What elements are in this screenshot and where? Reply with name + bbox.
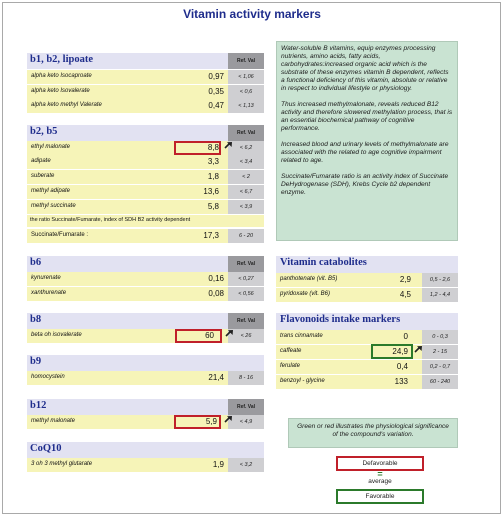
reference-value: 6 - 20 [228,229,264,243]
compound-value: 133 [394,377,408,386]
reference-value: 8 - 16 [228,371,264,385]
section-title: b2, b5 [30,126,58,137]
section-header [27,355,264,371]
section-flavonoids [276,313,458,393]
reference-value: < 3,4 [228,155,264,169]
reference-value: < 3,2 [228,458,264,472]
compound-name: benzoyl - glycine [280,378,325,384]
compound-name: kynurenate [31,275,61,281]
reference-value: < 0,6 [228,85,264,99]
ref-header: Ref. Val [228,313,264,329]
reference-value: < 1,13 [228,99,264,113]
compound-name: alpha keto methyl Valerate [31,102,102,108]
section-header [27,399,264,415]
legend-favorable: Favorable [336,489,424,504]
section-header [27,256,264,272]
reference-value: < 0,27 [228,272,264,286]
table-row [27,99,264,113]
compound-value: 60 [205,331,214,340]
compound-name: trans cinnamate [280,333,323,339]
compound-value: 5,9 [205,417,217,426]
section-title: b1, b2, lipoate [30,54,94,65]
table-row [27,371,264,385]
compound-value: 0,16 [208,274,224,283]
defavorable-marker [174,141,221,155]
compound-value: 0 [403,332,408,341]
compound-value: 8,8 [207,143,219,152]
ref-header: Ref. Val [228,399,264,415]
section-b12 [27,399,264,431]
info-paragraph: Increased blood and urinary levels of methylmalonate are associated with the related to age cognitive impairment related to age. [281,141,449,164]
compound-value: 0,97 [208,72,224,81]
table-row [27,85,264,99]
section-header [27,442,264,458]
compound-name: ethyl malonate [31,144,71,150]
reference-value: < 1,06 [228,70,264,84]
compound-value: 1,9 [212,460,224,469]
compound-name: methyl adipate [31,188,71,194]
compound-value: 13,6 [203,187,219,196]
compound-name: suberate [31,173,55,179]
compound-value: 17,3 [203,231,219,240]
defavorable-marker [175,329,222,343]
ratio-note: the ratio Succinate/Fumarate, index of SDH B2 activity dependent [27,215,264,227]
section-header [27,313,264,329]
defavorable-marker [174,415,221,429]
legend-defavorable: Defavorable [336,456,424,471]
section-coq10 [27,442,264,474]
table-row [276,288,458,302]
legend-average: average [368,478,392,485]
section-title: Vitamin catabolites [280,257,367,268]
section-title: Flavonoids intake markers [280,314,401,325]
reference-value: < 26 [228,329,264,343]
reference-value: 0,5 - 2,6 [422,273,458,287]
section-b9 [27,355,264,387]
compound-name: beta oh isovalerate [31,332,82,338]
info-paragraph: Succinate/Fumarate ratio is an activity index of Succinate DeHydrogenase (SDH), Krebs Cycle b2 dependent enzyme. [281,173,449,196]
compound-value: 21,4 [208,373,224,382]
table-row [27,229,264,243]
section-title: b12 [30,400,47,411]
trend-up-arrow-icon [224,415,233,423]
compound-value: 3,3 [207,157,219,166]
compound-value: 0,08 [208,289,224,298]
compound-name: alpha keto Isovalerate [31,88,90,94]
compound-value: 0,4 [396,362,408,371]
ref-header: Ref. Val [228,256,264,272]
compound-name: adipate [31,158,51,164]
section-title: b9 [30,356,42,367]
info-panel [276,41,458,241]
info-paragraph: Thus increased methylmalonate, reveals reduced B12 activity and therefore slowered methylation process, that is an essential biochemical pathway of cognitive performance. [281,101,453,132]
ref-header: Ref. Val [228,125,264,141]
trend-up-arrow-icon [414,345,423,353]
section-header [27,53,264,69]
ref-header: Ref. Val [228,53,264,69]
compound-name: pyridoxate (vit. B6) [280,291,331,297]
reference-value: 0 - 0,3 [422,330,458,344]
compound-value: 1,8 [207,172,219,181]
section-vitamin-catabolites [276,256,458,304]
trend-up-arrow-icon [224,141,233,149]
reference-value: 0,2 - 0,7 [422,360,458,374]
section-title: b8 [30,314,42,325]
table-row [276,345,458,359]
compound-value: 4,5 [399,290,411,299]
page-title: Vitamin activity markers [183,7,321,21]
table-row [276,330,458,344]
compound-value: 0,47 [208,101,224,110]
section-header [276,313,458,330]
compound-name: methyl malonate [31,418,76,424]
section-header [27,125,264,141]
table-row [276,360,458,374]
reference-value: < 2 [228,170,264,184]
reference-value: 1,2 - 4,4 [422,288,458,302]
section-b8 [27,313,264,345]
table-row [27,170,264,184]
reference-value: 60 - 240 [422,375,458,389]
compound-name: alpha keto Isocaproate [31,73,92,79]
compound-value: 2,9 [399,275,411,284]
compound-name: 3 oh 3 methyl glutarate [31,461,93,467]
reference-value: 2 - 15 [422,345,458,359]
section-header [276,256,458,273]
section-b1-b2-lipoate [27,53,264,113]
table-row [27,458,264,472]
compound-name: ferulate [280,363,301,369]
legend-equals: = [377,469,383,479]
section-title: b6 [30,257,42,268]
reference-value: < 3,9 [228,200,264,214]
table-row [276,375,458,389]
reference-value: < 6,2 [228,141,264,155]
reference-value: < 0,56 [228,287,264,301]
section-b2-b5 [27,125,264,245]
table-row [276,273,458,287]
compound-name: caffeate [280,348,302,354]
reference-value: < 4,9 [228,415,264,429]
compound-value: 0,35 [208,87,224,96]
table-row [27,155,264,169]
compound-name: panthotenate (vit. B5) [280,276,338,282]
section-title: CoQ10 [30,443,62,454]
table-row [27,287,264,301]
favorable-marker [371,344,413,359]
compound-name: Succinate/Fumarate : [31,232,89,238]
info-paragraph: Water-soluble B vitamins, equip enzymes processing nutrients, amino acids, fatty acids, carbohydrates:increased organic acid which is the substrate of these enzymes vitamin B dependent, reflects a functional deficiency of this vitamin, absolute or relative in respect to individual lifestyle or physiology. [281,45,449,92]
section-b6 [27,256,264,302]
compound-name: homocystein [31,374,65,380]
compound-value: 24,9 [392,347,408,356]
table-row [27,272,264,286]
trend-up-arrow-icon [225,329,234,337]
compound-value: 5,8 [207,202,219,211]
compound-name: methyl succinate [31,203,76,209]
reference-value: < 6,7 [228,185,264,199]
legend-text: Green or red illustrates the physiological significance of the compound's variation. [297,423,449,438]
table-row [27,70,264,84]
table-row [27,200,264,214]
table-row [27,185,264,199]
compound-name: xanthurenate [31,290,67,296]
legend-note-panel [288,418,458,448]
